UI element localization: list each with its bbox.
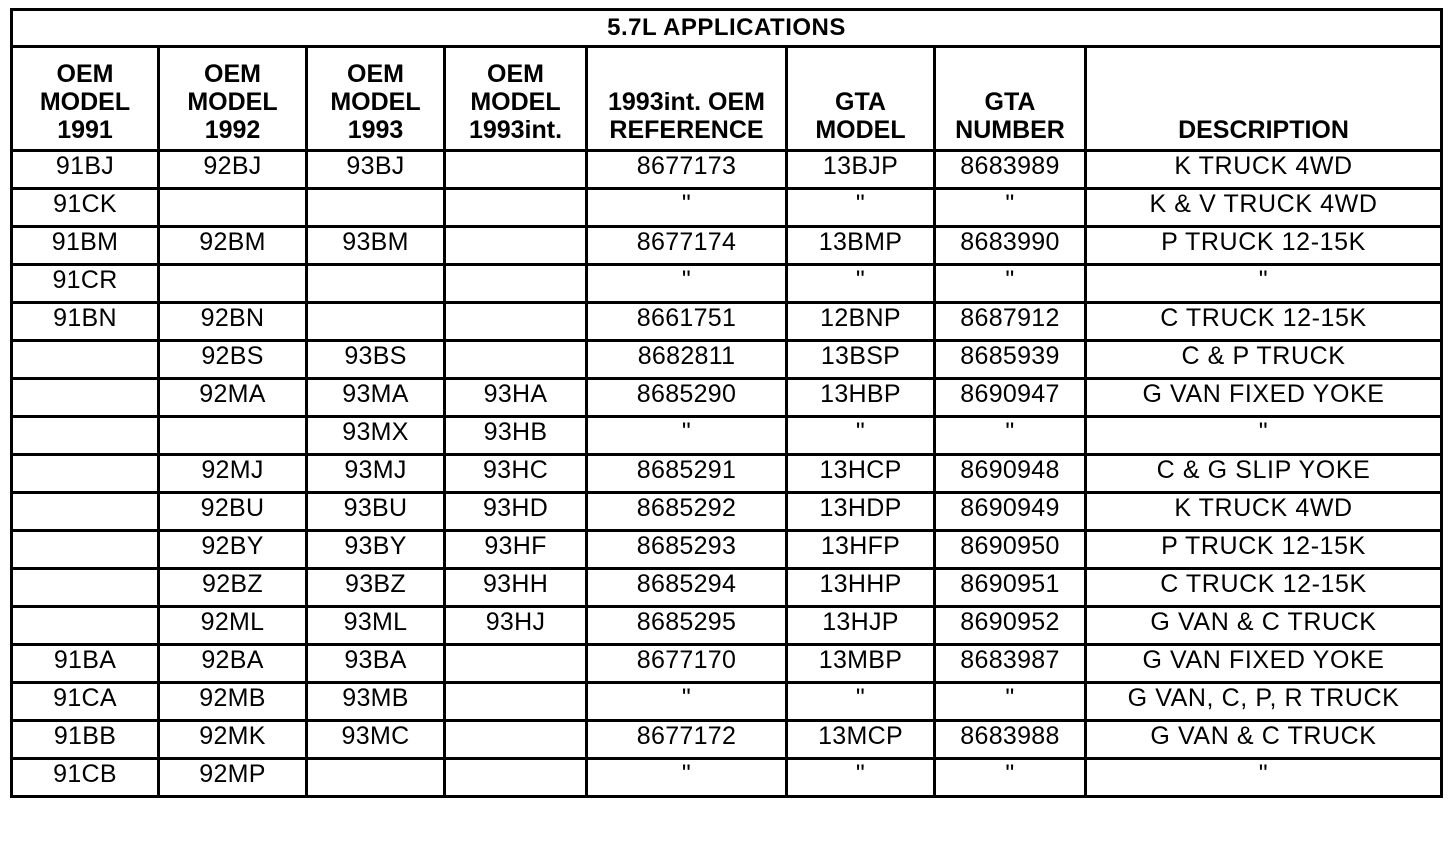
column-header-oem-reference-1993int: [587, 47, 787, 151]
table-row: [12, 189, 1442, 227]
cell-oem-model-1992: 92MP: [159, 759, 307, 797]
column-header-line: DESCRIPTION: [1178, 116, 1349, 144]
cell-oem-reference-1993int: 8685294: [587, 569, 787, 607]
cell-description: ": [1086, 759, 1442, 797]
cell-oem-model-1992: [159, 189, 307, 227]
column-header-gta-model: [787, 47, 935, 151]
cell-description: K & V TRUCK 4WD: [1086, 189, 1442, 227]
column-header-line: OEM: [56, 60, 114, 88]
cell-oem-model-1993int: 93HA: [445, 379, 587, 417]
cell-oem-model-1991: [12, 531, 159, 569]
cell-oem-model-1993int: 93HD: [445, 493, 587, 531]
cell-oem-model-1993int: [445, 303, 587, 341]
cell-oem-reference-1993int: 8685293: [587, 531, 787, 569]
column-header-line: REFERENCE: [609, 116, 764, 144]
column-header-oem-model-1991: [12, 47, 159, 151]
cell-oem-model-1991: 91BJ: [12, 151, 159, 189]
cell-oem-model-1991: [12, 341, 159, 379]
cell-oem-model-1993: 93BY: [307, 531, 445, 569]
cell-oem-model-1992: 92BU: [159, 493, 307, 531]
column-header-line: GTA: [984, 88, 1036, 116]
column-header-line: 1993: [347, 116, 404, 144]
cell-description: G VAN, C, P, R TRUCK: [1086, 683, 1442, 721]
column-header-oem-model-1993int: [445, 47, 587, 151]
cell-description: P TRUCK 12-15K: [1086, 227, 1442, 265]
cell-gta-model: 13HHP: [787, 569, 935, 607]
cell-oem-model-1991: [12, 455, 159, 493]
cell-oem-model-1992: 92BZ: [159, 569, 307, 607]
cell-oem-model-1991: 91CK: [12, 189, 159, 227]
cell-description: G VAN & C TRUCK: [1086, 607, 1442, 645]
cell-oem-reference-1993int: ": [587, 683, 787, 721]
cell-gta-model: 13HBP: [787, 379, 935, 417]
cell-gta-number: 8687912: [935, 303, 1086, 341]
cell-gta-model: 13HJP: [787, 607, 935, 645]
column-header-line: 1993int.: [468, 116, 563, 144]
cell-gta-number: 8683988: [935, 721, 1086, 759]
cell-oem-model-1993: [307, 189, 445, 227]
cell-gta-number: 8690948: [935, 455, 1086, 493]
cell-gta-model: 13BMP: [787, 227, 935, 265]
column-header-oem-model-1993: [307, 47, 445, 151]
cell-oem-model-1991: [12, 379, 159, 417]
cell-oem-model-1993: 93BU: [307, 493, 445, 531]
cell-oem-reference-1993int: ": [587, 189, 787, 227]
cell-oem-model-1992: 92MA: [159, 379, 307, 417]
cell-oem-model-1991: 91BM: [12, 227, 159, 265]
cell-oem-model-1992: 92MB: [159, 683, 307, 721]
cell-oem-model-1993: 93MB: [307, 683, 445, 721]
cell-oem-model-1993int: 93HH: [445, 569, 587, 607]
cell-gta-number: ": [935, 759, 1086, 797]
cell-gta-number: 8683990: [935, 227, 1086, 265]
cell-oem-reference-1993int: 8685290: [587, 379, 787, 417]
cell-oem-reference-1993int: 8685292: [587, 493, 787, 531]
cell-gta-model: ": [787, 759, 935, 797]
cell-gta-number: ": [935, 189, 1086, 227]
cell-oem-model-1993: [307, 265, 445, 303]
column-header-line: OEM: [204, 60, 261, 88]
table-row: [12, 265, 1442, 303]
cell-oem-model-1991: [12, 607, 159, 645]
cell-gta-model: 13HCP: [787, 455, 935, 493]
cell-oem-model-1992: 92ML: [159, 607, 307, 645]
cell-gta-model: ": [787, 683, 935, 721]
column-header-line: 1991: [57, 116, 113, 144]
cell-gta-number: 8690949: [935, 493, 1086, 531]
cell-oem-model-1993int: [445, 759, 587, 797]
column-header-description: [1086, 47, 1442, 151]
cell-oem-reference-1993int: 8685291: [587, 455, 787, 493]
column-header-line: GTA: [835, 88, 886, 116]
cell-oem-model-1993int: [445, 645, 587, 683]
cell-oem-model-1992: [159, 265, 307, 303]
cell-oem-model-1993: 93BA: [307, 645, 445, 683]
cell-description: ": [1086, 417, 1442, 455]
cell-oem-model-1993: [307, 759, 445, 797]
table-row: [12, 721, 1442, 759]
cell-description: ": [1086, 265, 1442, 303]
cell-oem-model-1993: 93MC: [307, 721, 445, 759]
table-row: [12, 569, 1442, 607]
column-header-line: NUMBER: [955, 116, 1065, 144]
cell-oem-model-1992: 92BM: [159, 227, 307, 265]
table-row: [12, 417, 1442, 455]
cell-description: K TRUCK 4WD: [1086, 493, 1442, 531]
cell-gta-number: 8683987: [935, 645, 1086, 683]
table-title: 5.7L APPLICATIONS: [12, 10, 1442, 47]
column-header-oem-model-1992: [159, 47, 307, 151]
cell-oem-model-1991: 91CA: [12, 683, 159, 721]
cell-oem-model-1993int: [445, 683, 587, 721]
header-row: [12, 47, 1442, 151]
table-row: [12, 227, 1442, 265]
cell-gta-number: 8690947: [935, 379, 1086, 417]
cell-gta-model: 13MCP: [787, 721, 935, 759]
cell-gta-number: 8690951: [935, 569, 1086, 607]
column-header-line: OEM: [347, 60, 404, 88]
cell-description: C & P TRUCK: [1086, 341, 1442, 379]
cell-gta-number: 8685939: [935, 341, 1086, 379]
cell-gta-model: 13HFP: [787, 531, 935, 569]
cell-oem-reference-1993int: 8685295: [587, 607, 787, 645]
cell-oem-model-1993int: [445, 227, 587, 265]
cell-oem-model-1992: 92BA: [159, 645, 307, 683]
cell-description: G VAN FIXED YOKE: [1086, 645, 1442, 683]
cell-oem-model-1993int: 93HJ: [445, 607, 587, 645]
table-row: [12, 341, 1442, 379]
cell-gta-number: 8683989: [935, 151, 1086, 189]
cell-gta-model: ": [787, 265, 935, 303]
cell-oem-model-1993: 93BM: [307, 227, 445, 265]
table-row: [12, 493, 1442, 531]
cell-description: K TRUCK 4WD: [1086, 151, 1442, 189]
cell-oem-model-1991: 91BA: [12, 645, 159, 683]
cell-oem-reference-1993int: ": [587, 417, 787, 455]
cell-oem-model-1991: 91CR: [12, 265, 159, 303]
cell-description: C & G SLIP YOKE: [1086, 455, 1442, 493]
table-row: [12, 151, 1442, 189]
cell-description: G VAN FIXED YOKE: [1086, 379, 1442, 417]
cell-description: C TRUCK 12-15K: [1086, 303, 1442, 341]
column-header-line: MODEL: [470, 88, 561, 116]
table-body: [12, 151, 1442, 797]
applications-table: [10, 8, 1443, 798]
cell-oem-model-1993int: [445, 189, 587, 227]
cell-oem-model-1992: 92BY: [159, 531, 307, 569]
cell-oem-reference-1993int: ": [587, 759, 787, 797]
cell-oem-model-1993int: [445, 341, 587, 379]
cell-oem-model-1992: 92BN: [159, 303, 307, 341]
cell-gta-model: 12BNP: [787, 303, 935, 341]
cell-oem-reference-1993int: 8677173: [587, 151, 787, 189]
table-row: [12, 683, 1442, 721]
cell-oem-model-1993int: [445, 265, 587, 303]
column-header-line: 1992: [204, 116, 261, 144]
cell-oem-model-1991: [12, 493, 159, 531]
cell-gta-number: ": [935, 683, 1086, 721]
cell-oem-model-1993: 93BS: [307, 341, 445, 379]
cell-oem-model-1993: 93MA: [307, 379, 445, 417]
cell-oem-model-1992: 92BJ: [159, 151, 307, 189]
cell-oem-model-1993: 93BJ: [307, 151, 445, 189]
cell-oem-reference-1993int: 8682811: [587, 341, 787, 379]
cell-description: G VAN & C TRUCK: [1086, 721, 1442, 759]
cell-oem-model-1993int: 93HB: [445, 417, 587, 455]
cell-gta-model: 13HDP: [787, 493, 935, 531]
cell-oem-reference-1993int: 8677172: [587, 721, 787, 759]
cell-oem-model-1993int: 93HF: [445, 531, 587, 569]
cell-oem-reference-1993int: ": [587, 265, 787, 303]
table-row: [12, 531, 1442, 569]
table-row: [12, 379, 1442, 417]
cell-oem-model-1993: [307, 303, 445, 341]
cell-gta-number: 8690952: [935, 607, 1086, 645]
cell-gta-number: ": [935, 417, 1086, 455]
column-header-line: MODEL: [330, 88, 421, 116]
cell-oem-model-1992: 92MK: [159, 721, 307, 759]
cell-gta-number: 8690950: [935, 531, 1086, 569]
column-header-line: 1993int. OEM: [608, 88, 765, 116]
cell-gta-model: ": [787, 417, 935, 455]
cell-oem-model-1991: 91BN: [12, 303, 159, 341]
cell-gta-model: 13MBP: [787, 645, 935, 683]
table-row: [12, 645, 1442, 683]
column-header-line: MODEL: [39, 88, 131, 116]
cell-oem-model-1993: 93ML: [307, 607, 445, 645]
cell-oem-model-1991: [12, 417, 159, 455]
cell-oem-model-1991: 91CB: [12, 759, 159, 797]
cell-gta-number: ": [935, 265, 1086, 303]
cell-oem-model-1992: [159, 417, 307, 455]
column-header-line: MODEL: [187, 88, 278, 116]
table-row: [12, 759, 1442, 797]
cell-oem-model-1993: 93MJ: [307, 455, 445, 493]
cell-oem-model-1992: 92BS: [159, 341, 307, 379]
table-row: [12, 455, 1442, 493]
cell-oem-model-1991: 91BB: [12, 721, 159, 759]
cell-oem-model-1993int: 93HC: [445, 455, 587, 493]
cell-oem-model-1993int: [445, 151, 587, 189]
column-header-line: OEM: [487, 60, 544, 88]
cell-oem-model-1992: 92MJ: [159, 455, 307, 493]
cell-gta-model: 13BJP: [787, 151, 935, 189]
column-header-line: MODEL: [815, 116, 906, 144]
cell-gta-model: 13BSP: [787, 341, 935, 379]
cell-gta-model: ": [787, 189, 935, 227]
cell-oem-model-1991: [12, 569, 159, 607]
cell-description: C TRUCK 12-15K: [1086, 569, 1442, 607]
cell-oem-reference-1993int: 8661751: [587, 303, 787, 341]
cell-oem-model-1993int: [445, 721, 587, 759]
cell-oem-reference-1993int: 8677174: [587, 227, 787, 265]
cell-oem-model-1993: 93BZ: [307, 569, 445, 607]
table-row: [12, 607, 1442, 645]
cell-oem-model-1993: 93MX: [307, 417, 445, 455]
cell-description: P TRUCK 12-15K: [1086, 531, 1442, 569]
table-row: [12, 303, 1442, 341]
column-header-gta-number: [935, 47, 1086, 151]
cell-oem-reference-1993int: 8677170: [587, 645, 787, 683]
